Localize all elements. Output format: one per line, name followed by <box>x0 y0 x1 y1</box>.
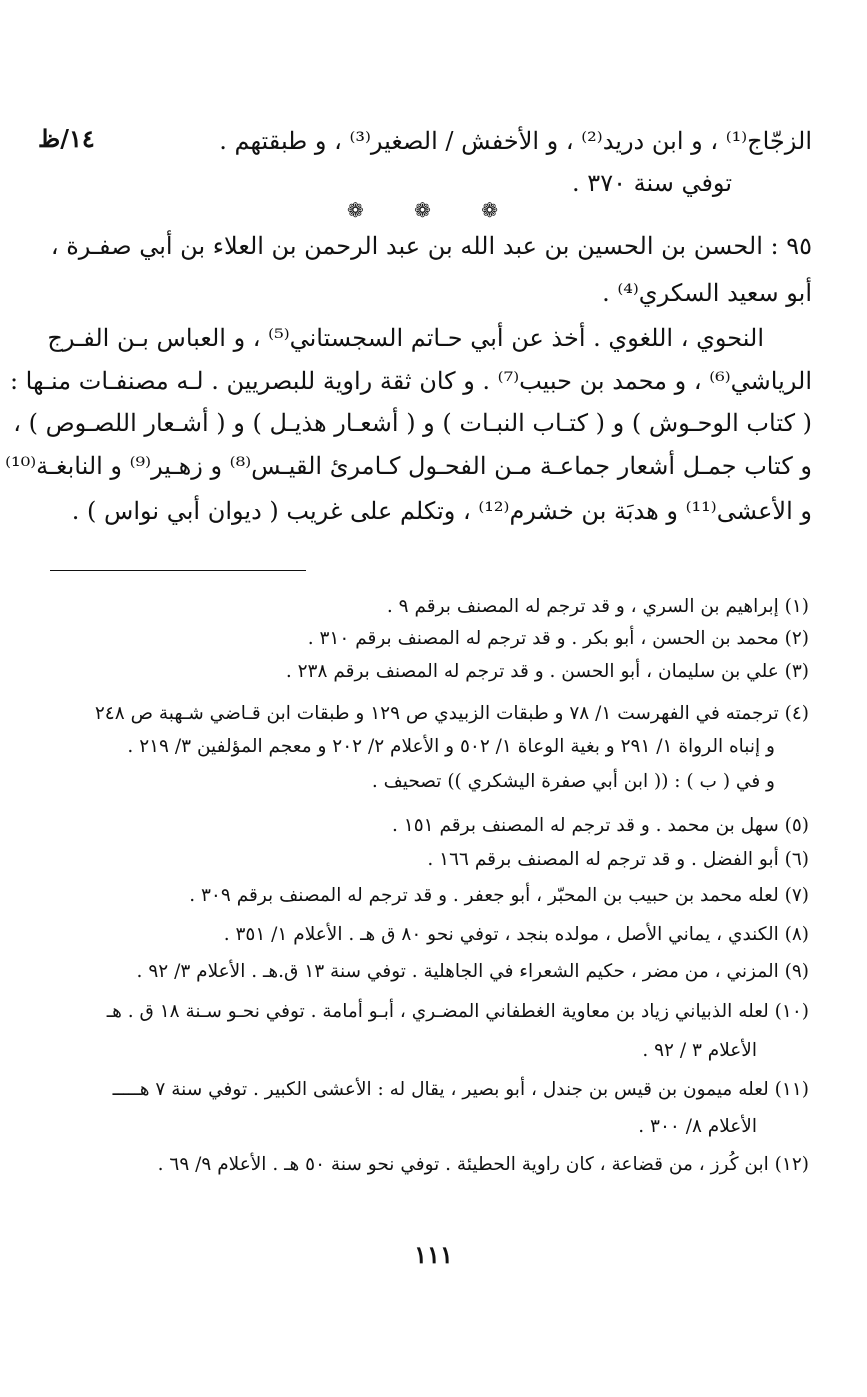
body-line: ( كتاب الوحـوش ) و ( كتـاب النبـات ) و ( أشعـار هذيـل ) و ( أشـعار اللصـوص ) ، <box>13 409 812 437</box>
footnote-continuation: و إنباه الرواة ١/ ٢٩١ و بغية الوعاة ١/ ٥٠٢ و الأعلام ٢/ ٢٠٢ و معجم المؤلفين ٣/ ٢١٩ . <box>127 736 775 757</box>
footnote-separator <box>50 570 306 571</box>
footnote: (٨) الكندي ، يماني الأصل ، مولده بنجد ، توفي نحو ٨٠ ق هـ . الأعلام ١/ ٣٥١ . <box>223 924 809 945</box>
footnote: (٥) سهل بن محمد . و قد ترجم له المصنف برقم ١٥١ . <box>392 815 809 836</box>
footnote-continuation: و في ( ب ) : (( ابن أبي صفرة اليشكري )) تصحيف . <box>371 771 775 792</box>
body-line: أبو سعيد السكري⁽⁴⁾ . <box>602 279 812 307</box>
section-ornament: ❁ ❁ ❁ <box>347 198 520 222</box>
footnote: (٣) علي بن سليمان ، أبو الحسن . و قد ترجم له المصنف برقم ٢٣٨ . <box>285 661 809 682</box>
body-line: و كتاب جمـل أشعار جماعـة مـن الفحـول كـامرئ القيـس⁽⁸⁾ و زهـير⁽⁹⁾ و النابغـة⁽¹⁰⁾ <box>5 452 812 480</box>
body-line: و الأعشى⁽¹¹⁾ و هدبَة بن خشرم⁽¹²⁾ ، وتكلم على غريب ( ديوان أبي نواس ) . <box>71 497 812 525</box>
footnote: (٩) المزني ، من مضر ، حكيم الشعراء في الجاهلية . توفي سنة ١٣ ق.هـ . الأعلام ٣/ ٩٢ . <box>136 961 809 982</box>
footnote: (١) إبراهيم بن السري ، و قد ترجم له المصنف برقم ٩ . <box>386 596 809 617</box>
footnote: (١٢) ابن كُرز ، من قضاعة ، كان راوية الحطيئة . توفي نحو سنة ٥٠ هـ . الأعلام ٩/ ٦٩ . <box>157 1154 809 1175</box>
body-line: الزجّاج⁽¹⁾ ، و ابن دريد⁽²⁾ ، و الأخفش / الصغير⁽³⁾ ، و طبقتهم . <box>219 127 812 155</box>
footnote: (٤) ترجمته في الفهرست ١/ ٧٨ و طبقات الزبيدي ص ١٢٩ و طبقات ابن قـاضي شـهبة ص ٢٤٨ <box>94 703 809 724</box>
footnote-continuation: الأعلام ٣ / ٩٢ . <box>642 1040 757 1061</box>
page-number: ١١١ <box>414 1240 453 1269</box>
body-line: توفي سنة ٣٧٠ . <box>572 169 732 197</box>
footnote: (٢) محمد بن الحسن ، أبو بكر . و قد ترجم له المصنف برقم ٣١٠ . <box>307 628 809 649</box>
footnote: (٧) لعله محمد بن حبيب بن المحبّر ، أبو جعفر . و قد ترجم له المصنف برقم ٣٠٩ . <box>189 885 809 906</box>
body-line: النحوي ، اللغوي . أخذ عن أبي حـاتم السجستاني⁽⁵⁾ ، و العباس بـن الفـرج <box>47 324 764 352</box>
footnote: (١١) لعله ميمون بن قيس بن جندل ، أبو بصير ، يقال له : الأعشى الكبير . توفي سنة ٧ هـــــ <box>112 1079 809 1100</box>
entry-heading: ٩٥ : الحسن بن الحسين بن عبد الله بن عبد الرحمن بن العلاء بن أبي صفـرة ، <box>50 232 812 260</box>
body-line: الرياشي⁽⁶⁾ ، و محمد بن حبيب⁽⁷⁾ . و كان ثقة راوية للبصريين . لـه مصنفـات منـها : <box>9 367 812 395</box>
footnote: (١٠) لعله الذبياني زياد بن معاوية الغطفاني المضـري ، أبـو أمامة . توفي نحـو سـنة ١٨ ق . هـ <box>106 1001 809 1022</box>
footnote-continuation: الأعلام ٨/ ٣٠٠ . <box>638 1116 757 1137</box>
folio-marker: ١٤/ظ <box>38 124 95 153</box>
footnote: (٦) أبو الفضل . و قد ترجم له المصنف برقم ١٦٦ . <box>427 849 809 870</box>
